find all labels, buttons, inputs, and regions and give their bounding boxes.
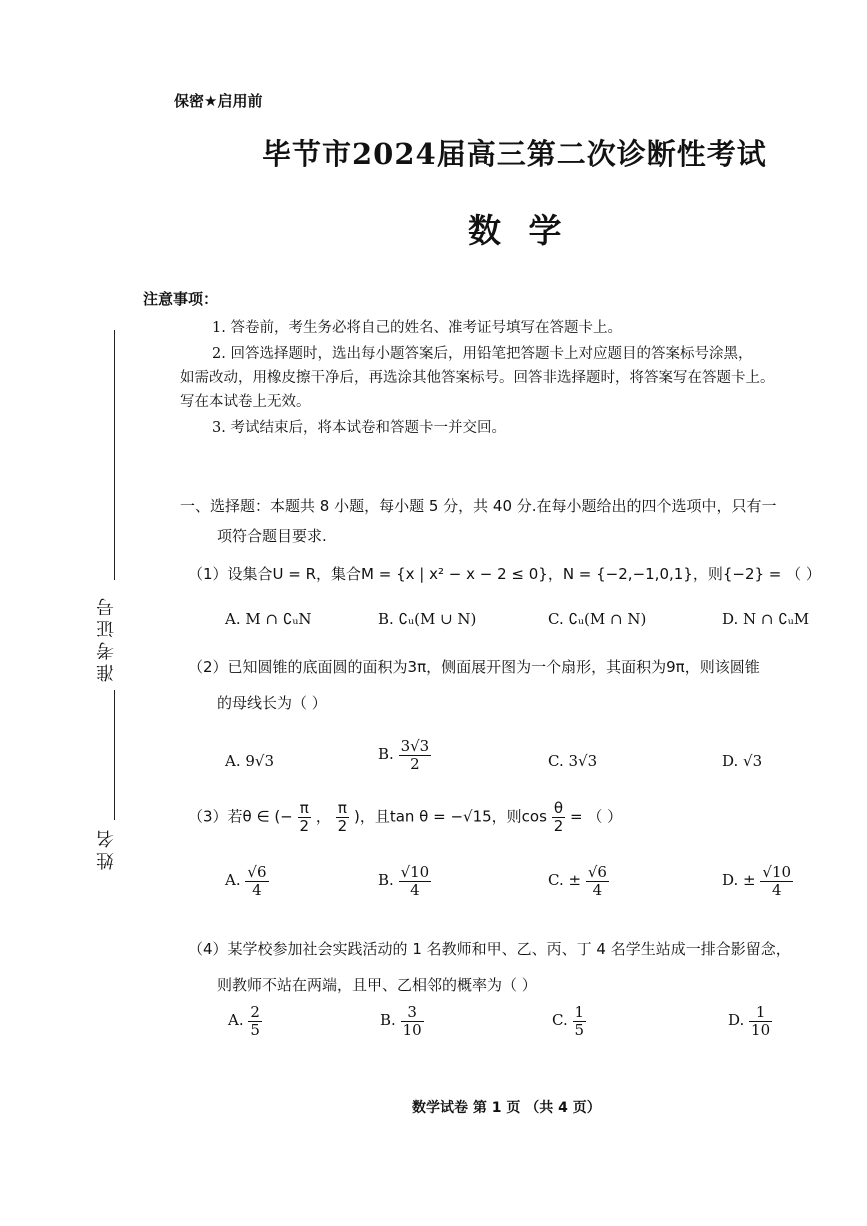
denominator: 10: [751, 1020, 771, 1039]
numerator: 1: [574, 1003, 585, 1021]
denominator: 2: [553, 816, 564, 835]
option-fraction: [401, 1004, 424, 1038]
denominator: 5: [250, 1020, 260, 1039]
option-fraction: [586, 864, 609, 898]
option-label: C. ±: [548, 871, 582, 889]
q1-option-d: D. N ∩ ∁ᵤM: [722, 610, 810, 628]
option-label: B.: [378, 871, 394, 889]
name-label: 姓名: [96, 826, 117, 870]
numerator: √10: [762, 863, 792, 881]
numerator: 3√3: [400, 737, 430, 755]
question-3-stem: [188, 800, 622, 834]
numerator: √6: [247, 863, 267, 881]
q4-option-b: [380, 1004, 424, 1038]
option-label: C.: [552, 1011, 568, 1029]
q2-option-c: C. 3√3: [548, 752, 598, 770]
section-heading-cont: 项符合题目要求.: [217, 527, 327, 545]
denominator: 4: [771, 880, 782, 899]
q3-option-c: [548, 864, 609, 898]
q3-option-a: [225, 864, 269, 898]
note-line-4: 写在本试卷上无效。: [180, 394, 311, 410]
denominator: 10: [402, 1020, 422, 1039]
q1-option-b: B. ∁ᵤ(M ∪ N): [378, 610, 477, 628]
question-2-stem: （2）已知圆锥的底面圆的面积为3π，侧面展开图为一个扇形，其面积为9π，则该圆锥: [188, 658, 760, 676]
option-label: A.: [228, 1011, 244, 1029]
denominator: 5: [574, 1020, 585, 1039]
option-label: B.: [380, 1011, 396, 1029]
option-fraction: [248, 1004, 262, 1038]
denominator: 4: [410, 880, 420, 899]
option-label: D.: [728, 1011, 745, 1029]
question-2-stem-cont: 的母线长为（ ）: [217, 694, 327, 712]
q2-option-a: A. 9√3: [225, 752, 275, 770]
page-footer: 数学试卷 第 1 页 （共 4 页）: [412, 1100, 601, 1116]
q2-option-b-label: B.: [378, 745, 394, 763]
option-fraction: [573, 1004, 587, 1038]
q2-option-b-fraction: [399, 738, 432, 772]
numerator: 3: [401, 1004, 424, 1022]
denominator: 2: [410, 754, 420, 773]
note-line-5: 3. 考试结束后，将本试卷和答题卡一并交回。: [212, 420, 506, 436]
numerator: θ: [552, 800, 566, 818]
denominator: 2: [337, 816, 348, 835]
q2-option-b: [378, 738, 431, 772]
question-1-stem: （1）设集合U = R，集合M = {x | x² − x − 2 ≤ 0}，N = {−2,−1,0,1}，则{−2} = （ ）: [188, 565, 821, 583]
question-4-stem-cont: 则教师不站在两端，且甲、乙相邻的概率为（ ）: [217, 976, 537, 994]
numerator: √6: [587, 863, 607, 881]
exam-id-label: 准考证号: [96, 594, 117, 682]
option-label: A.: [225, 871, 241, 889]
subject-title: 数 学: [468, 211, 570, 250]
numerator: π: [298, 800, 312, 818]
q4-option-d: [728, 1004, 772, 1038]
section-heading: 一、选择题：本题共 8 小题，每小题 5 分，共 40 分.在每小题给出的四个选项中，只有一: [180, 497, 777, 515]
note-line-1: 1. 答卷前，考生务必将自己的姓名、准考证号填写在答题卡上。: [212, 320, 622, 336]
option-fraction: [399, 864, 432, 898]
q2-option-d: D. √3: [722, 752, 763, 770]
denominator: 4: [592, 880, 603, 899]
q3-option-d: [722, 864, 793, 898]
denominator: 2: [299, 816, 310, 835]
q3-stem-comma: ，: [315, 807, 331, 826]
q4-option-a: [228, 1004, 262, 1038]
note-line-3: 如需改动，用橡皮擦干净后，再选涂其他答案标号。回答非选择题时，将答案写在答题卡上。: [180, 370, 775, 386]
option-fraction: [760, 864, 793, 898]
q4-option-c: [552, 1004, 586, 1038]
q1-option-c: C. ∁ᵤ(M ∩ N): [548, 610, 647, 628]
notes-title: 注意事项：: [143, 290, 219, 308]
confidential-mark: 保密★启用前: [174, 92, 263, 110]
numerator: 1: [749, 1004, 772, 1022]
binding-line-top: [114, 330, 115, 580]
q3-stem-part-a: （3）若θ ∈ (−: [188, 807, 293, 826]
question-4-stem: （4）某学校参加社会实践活动的 1 名教师和甲、乙、丙、丁 4 名学生站成一排合影留念，: [188, 940, 791, 958]
denominator: 4: [252, 880, 262, 899]
q1-option-a: A. M ∩ ∁ᵤN: [225, 610, 312, 628]
numerator: π: [336, 800, 350, 818]
option-label: D. ±: [722, 871, 756, 889]
option-fraction: [245, 864, 268, 898]
numerator: √10: [400, 863, 430, 881]
q3-frac-theta-2: [552, 800, 566, 834]
q3-stem-part-d: = （ ）: [570, 807, 623, 826]
exam-title: 毕节市2024届高三第二次诊断性考试: [262, 137, 767, 171]
q3-stem-part-c: )，且tan θ = −√15，则cos: [353, 807, 547, 826]
q3-option-b: [378, 864, 431, 898]
q3-frac-pi-2: [336, 800, 350, 834]
option-fraction: [749, 1004, 772, 1038]
q3-frac-neg-pi-2: [298, 800, 312, 834]
note-line-2: 2. 回答选择题时，选出每小题答案后，用铅笔把答题卡上对应题目的答案标号涂黑，: [212, 346, 753, 362]
binding-line-middle: [114, 690, 115, 820]
numerator: 2: [250, 1003, 260, 1021]
